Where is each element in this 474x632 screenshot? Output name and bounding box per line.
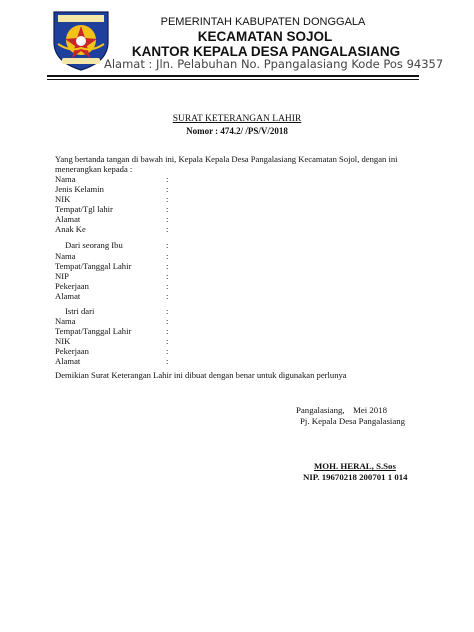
intro-text-line2: menerangkan kepada : bbox=[55, 164, 133, 174]
spouse-field-label: Tempat/Tanggal Lahir bbox=[55, 326, 132, 336]
field-colon: : bbox=[166, 204, 169, 214]
field-colon: : bbox=[166, 326, 169, 336]
field-colon: : bbox=[166, 214, 169, 224]
letterhead-divider-thick bbox=[47, 75, 419, 77]
letterhead-regency: PEMERINTAH KABUPATEN DONGGALA bbox=[160, 16, 366, 28]
letterhead bbox=[0, 16, 474, 59]
signatory-name: MOH. HERAL, S.Sos bbox=[314, 461, 396, 471]
intro-text-line1: Yang bertanda tangan di bawah ini, Kepala Kepala Desa Pangalasiang Kecamatan Sojol, dengan ini bbox=[55, 154, 398, 164]
document-number: Nomor : 474.2/ /PS/V/2018 bbox=[186, 126, 288, 136]
mother-field-label: Pekerjaan bbox=[55, 281, 89, 291]
field-colon: : bbox=[166, 174, 169, 184]
signature-date: Mei 2018 bbox=[353, 405, 387, 415]
field-colon: : bbox=[166, 306, 169, 316]
signature-place: Pangalasiang, bbox=[296, 405, 345, 415]
spouse-field-label: Alamat bbox=[55, 356, 81, 366]
signature-position: Pj. Kepala Desa Pangalasiang bbox=[300, 416, 406, 426]
field-colon: : bbox=[166, 271, 169, 281]
spouse-field-label: NIK bbox=[55, 336, 71, 346]
field-colon: : bbox=[166, 291, 169, 301]
letterhead-address: Alamat : Jln. Pelabuhan No. Ppangalasiang Kode Pos 94357 bbox=[104, 57, 444, 71]
field-colon: : bbox=[166, 251, 169, 261]
mother-section-heading: Dari seorang Ibu bbox=[65, 240, 123, 250]
field-colon: : bbox=[166, 281, 169, 291]
spouse-section-heading: Istri dari bbox=[65, 306, 95, 316]
field-colon: : bbox=[166, 184, 169, 194]
field-colon: : bbox=[166, 194, 169, 204]
field-colon: : bbox=[166, 240, 169, 250]
spouse-field-label: Nama bbox=[55, 316, 76, 326]
mother-field-label: NIP bbox=[55, 271, 69, 281]
letterhead-district: KECAMATAN SOJOL bbox=[197, 29, 333, 44]
spouse-field-label: Pekerjaan bbox=[55, 346, 89, 356]
mother-field-label: Nama bbox=[55, 251, 76, 261]
signatory-nip: NIP. 19670218 200701 1 014 bbox=[303, 472, 408, 482]
child-field-label: Jenis Kelamin bbox=[55, 184, 104, 194]
field-colon: : bbox=[166, 356, 169, 366]
child-field-label: Anak Ke bbox=[55, 224, 86, 234]
mother-field-label: Tempat/Tanggal Lahir bbox=[55, 261, 132, 271]
field-colon: : bbox=[166, 316, 169, 326]
child-field-label: NIK bbox=[55, 194, 71, 204]
mother-field-label: Alamat bbox=[55, 291, 81, 301]
letterhead-divider-thin bbox=[47, 79, 419, 80]
letterhead-office: KANTOR KEPALA DESA PANGALASIANG bbox=[131, 44, 401, 59]
child-field-label: Tempat/Tgl lahir bbox=[55, 204, 113, 214]
closing-statement: Demikian Surat Keterangan Lahir ini dibuat dengan benar untuk digunakan perlunya bbox=[55, 370, 347, 380]
document-title: SURAT KETERANGAN LAHIR bbox=[172, 114, 302, 124]
child-field-label: Nama bbox=[55, 174, 76, 184]
field-colon: : bbox=[166, 261, 169, 271]
field-colon: : bbox=[166, 336, 169, 346]
child-field-label: Alamat bbox=[55, 214, 81, 224]
field-colon: : bbox=[166, 224, 169, 234]
field-colon: : bbox=[166, 346, 169, 356]
